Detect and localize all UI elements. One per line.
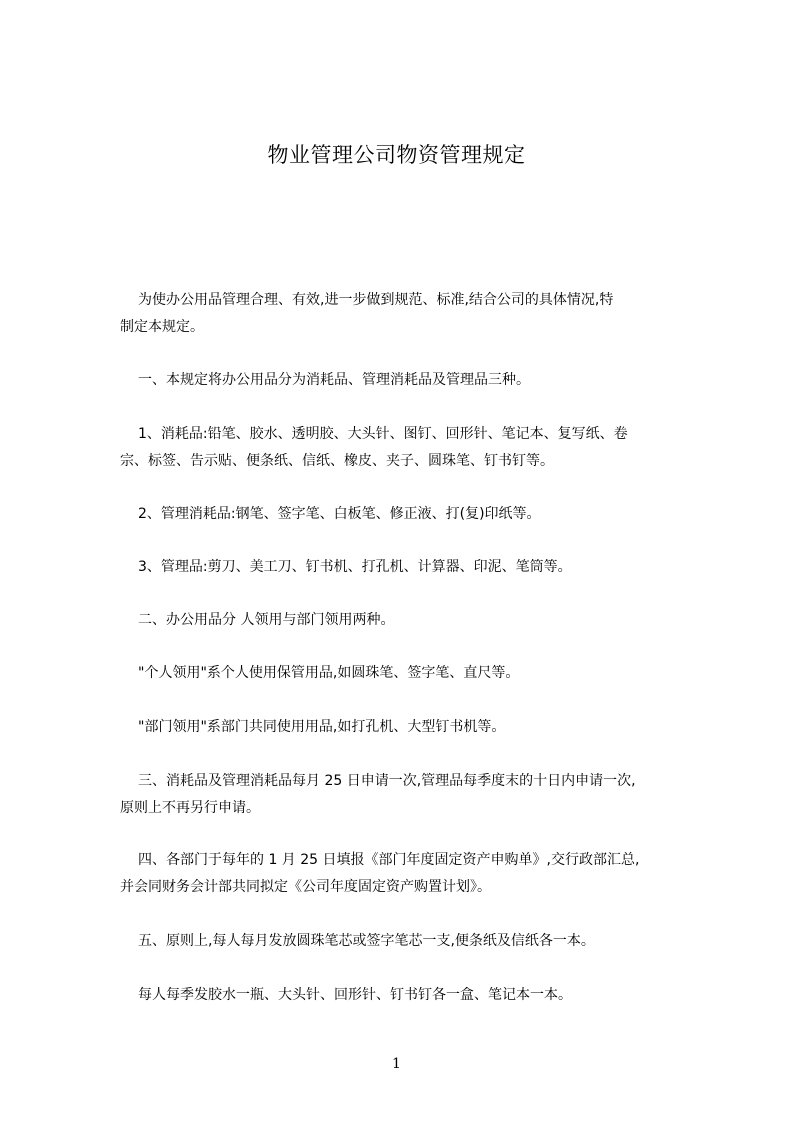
- paragraph-line: 每人每季发胶水一瓶、大头针、回形针、钉书钉各一盒、笔记本一本。: [138, 987, 572, 1003]
- document-title: 物业管理公司物资管理规定: [267, 143, 526, 167]
- paragraph-line: 3、管理品:剪刀、美工刀、钉书机、打孔机、计算器、印泥、笔筒等。: [138, 559, 572, 575]
- section-four-paragraph: [120, 847, 710, 901]
- managed-consumables-paragraph: [120, 501, 710, 528]
- paragraph-line: 宗、标签、告示贴、便条纸、信纸、橡皮、夹子、圆珠笔、钉书钉等。: [120, 453, 554, 469]
- paragraph-line: "部门领用"系部门共同使用用品,如打孔机、大型钉书机等。: [138, 719, 506, 735]
- paragraph-line: "个人领用"系个人使用保管用品,如圆珠笔、签字笔、直尺等。: [138, 665, 520, 681]
- intro-paragraph: [120, 287, 710, 341]
- section-two-heading: [120, 607, 710, 634]
- paragraph-line: 1、消耗品:铅笔、胶水、透明胶、大头针、图钉、回形针、笔记本、复写纸、卷: [138, 426, 628, 442]
- paragraph-line: 2、管理消耗品:钢笔、签字笔、白板笔、修正液、打(复)印纸等。: [138, 506, 541, 522]
- paragraph-line: 原则上不再另行申请。: [120, 800, 260, 816]
- paragraph-line: 为使办公用品管理合理、有效,进一步做到规范、标准,结合公司的具体情况,特: [138, 292, 614, 308]
- page-number: 1: [392, 1056, 401, 1072]
- quarterly-supply-paragraph: [120, 982, 710, 1009]
- paragraph-line: 二、办公用品分 人领用与部门领用两种。: [138, 612, 395, 628]
- paragraph-line: 制定本规定。: [120, 319, 204, 335]
- paragraph-line: 并会同财务会计部共同拟定《公司年度固定资产购置计划》。: [120, 879, 491, 895]
- paragraph-line: 一、本规定将办公用品分为消耗品、管理消耗品及管理品三种。: [138, 372, 530, 388]
- consumables-paragraph: [120, 421, 710, 475]
- department-use-paragraph: [120, 714, 710, 741]
- paragraph-line: 四、各部门于每年的 1 月 25 日填报《部门年度固定资产申购单》,交行政部汇总,: [138, 852, 640, 868]
- managed-items-paragraph: [120, 554, 710, 581]
- paragraph-line: 三、消耗品及管理消耗品每月 25 日申请一次,管理品每季度末的十日内申请一次,: [138, 773, 636, 789]
- personal-use-paragraph: [120, 660, 710, 687]
- section-five-paragraph: [120, 928, 710, 955]
- section-one-heading: [120, 367, 710, 394]
- paragraph-line: 五、原则上,每人每月发放圆珠笔芯或签字笔芯一支,便条纸及信纸各一本。: [138, 933, 595, 949]
- section-three-paragraph: [120, 768, 710, 822]
